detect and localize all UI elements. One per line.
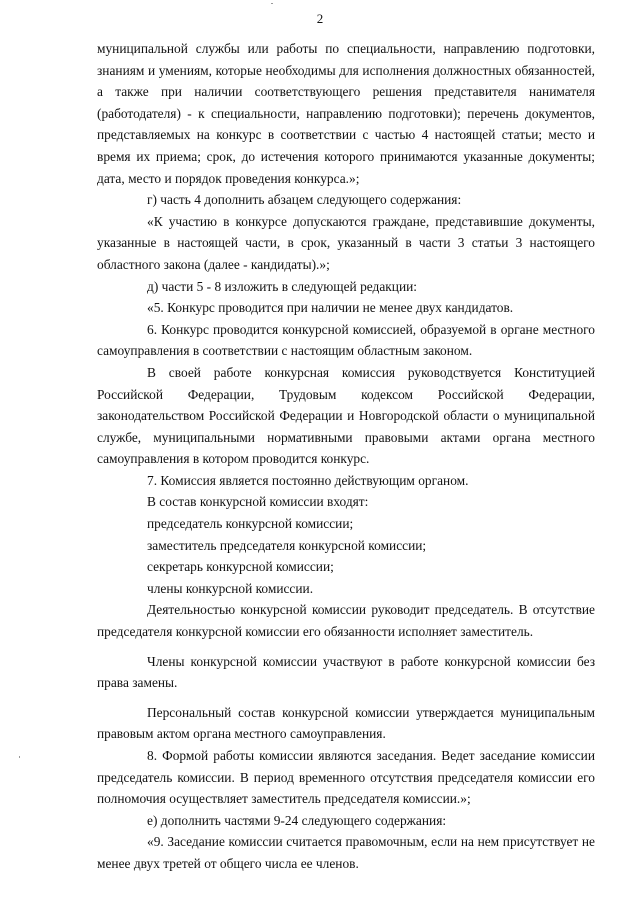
- scan-speck: [271, 3, 273, 4]
- list-item-chairman: председатель конкурсной комиссии;: [147, 516, 354, 532]
- page-number: 2: [316, 11, 324, 26]
- document-body: [97, 38, 595, 875]
- paragraph-commission-guidance: В своей работе конкурсная комиссия руководствуется Конституцией Российской Федерации, Трудовым кодексом Российской Федерации, законодательством Российской Федерации и Новгородской области о муниципальной службе, муниципальными нормативными правовыми актами органа местного самоуправления в котором проводится конкурс.: [97, 364, 595, 467]
- paragraph-quote-participants: «К участию в конкурсе допускаются граждане, представившие документы, указанные в настоящей части, в срок, указанный в части 3 статьи 3 настоящего областного закона (далее - кандидаты).»;: [97, 213, 595, 272]
- paragraph-part-8: 8. Формой работы комиссии являются заседания. Ведет заседание комиссии председатель комиссии. В период временного отсутствия председателя комиссии его полномочия осуществляет заместитель председателя комиссии.»;: [97, 748, 595, 807]
- paragraph-composition-intro: В состав конкурсной комиссии входят:: [147, 494, 369, 510]
- paragraph-part-9: «9. Заседание комиссии считается правомочным, если на нем присутствует не менее двух третей от общего числа ее членов.: [97, 834, 595, 871]
- scan-speck: [19, 756, 20, 758]
- paragraph-part-6: 6. Конкурс проводится конкурсной комиссией, образуемой в органе местного самоуправления в соответствии с настоящим областным законом.: [97, 321, 595, 359]
- paragraph-members-participate: Члены конкурсной комиссии участвуют в работе конкурсной комиссии без права замены.: [97, 653, 595, 691]
- paragraph-part-5: «5. Конкурс проводится при наличии не менее двух кандидатов.: [147, 300, 514, 316]
- paragraph-chairman-leads: Деятельностью конкурсной комиссии руководит председатель. В отсутствие председателя конкурсной комиссии его обязанности исполняет заместитель.: [97, 602, 595, 640]
- paragraph-personal-composition: Персональный состав конкурсной комиссии утверждается муниципальным правовым актом органа местного самоуправления.: [97, 704, 595, 742]
- list-item-secretary: секретарь конкурсной комиссии;: [147, 559, 334, 575]
- list-item-members: члены конкурсной комиссии.: [147, 580, 314, 596]
- paragraph-amendment-d: д) части 5 - 8 изложить в следующей редакции:: [147, 278, 418, 294]
- paragraph-part-7: 7. Комиссия является постоянно действующим органом.: [147, 472, 469, 488]
- paragraph-amendment-e: е) дополнить частями 9-24 следующего содержания:: [147, 812, 447, 828]
- paragraph-amendment-g: г) часть 4 дополнить абзацем следующего содержания:: [147, 192, 462, 208]
- list-item-deputy: заместитель председателя конкурсной комиссии;: [147, 537, 427, 553]
- paragraph-continuation: муниципальной службы или работы по специальности, направлению подготовки, знаниям и умениям, которые необходимы для исполнения должностных обязанностей, а также при наличии соответствующего решения представителя нанимателя (работодателя) - к специальности, направлению подготовки); перечень документов, представляемых на конкурс в соответствии с частью 4 настоящей статьи; место и время их приема; срок, до истечения которого принимаются указанные документы; дата, место и порядок проведения конкурса.»;: [97, 41, 595, 186]
